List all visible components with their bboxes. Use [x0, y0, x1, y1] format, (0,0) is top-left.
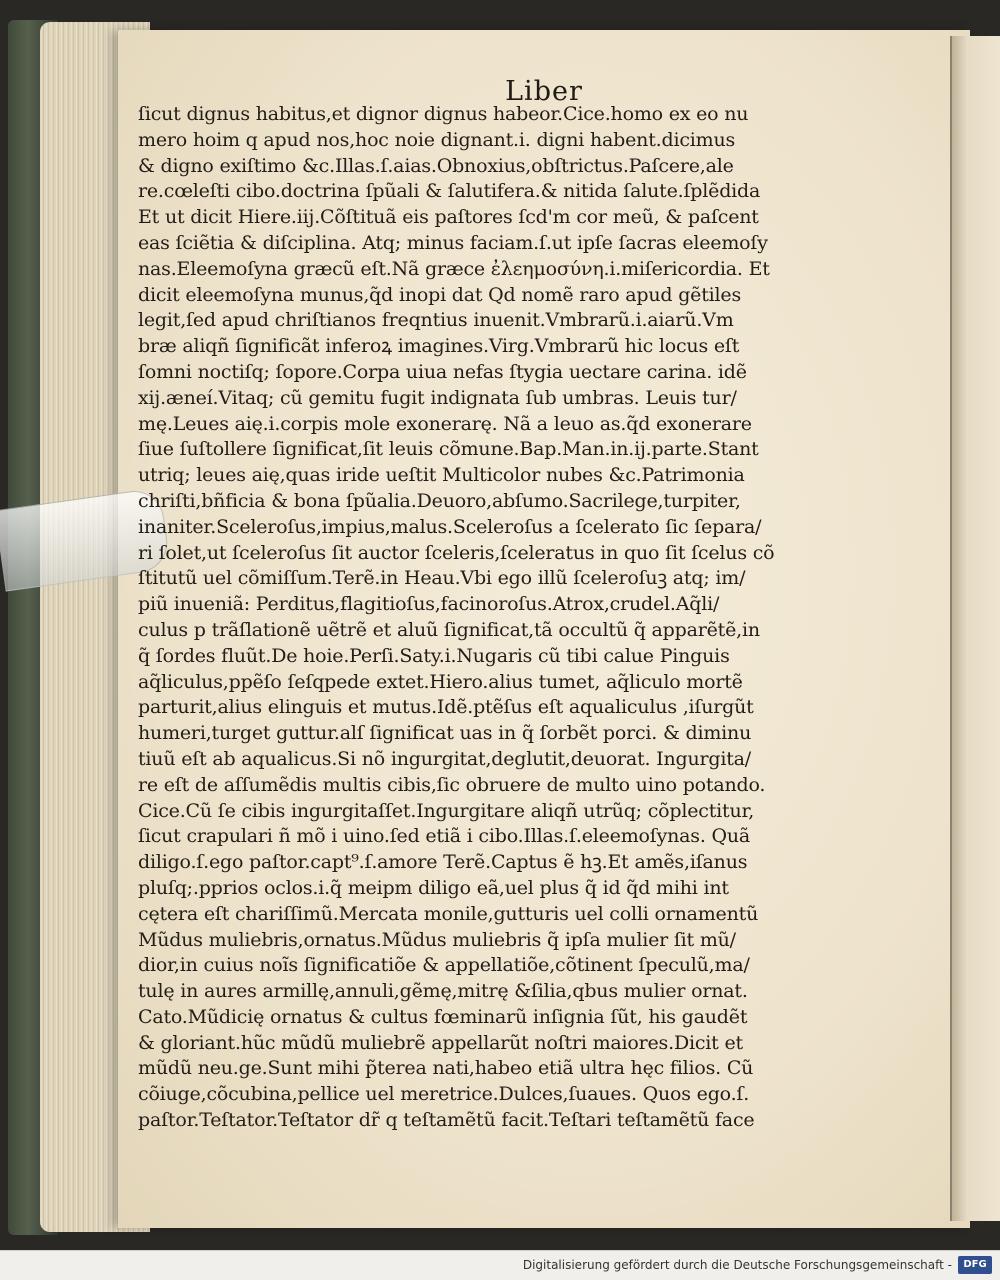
text-line: re.cœleſti cibo.doctrina ſpũali & ſalutifera.& nitida ſalute.ſplẽdida — [138, 180, 761, 203]
dfg-logo: DFG — [958, 1256, 992, 1274]
text-line: ſicut dignus habitus,et dignor dignus habeor.Cice.homo ex eo nu — [138, 103, 749, 125]
footer-bar — [0, 1250, 1000, 1280]
text-line: & digno exiſtimo &c.Illas.ſ.aias.Obnoxius,obſtrictus.Paſcere,ale — [138, 154, 734, 177]
text-line: Mũdus muliebris,ornatus.Mũdus muliebris q̃ ipſa mulier ſit mũ/ — [138, 928, 736, 951]
text-line: pluſq;.pprios oclos.i.q̃ meipm diligo eã,uel plus q̃ id q̃d mihi int — [138, 876, 729, 899]
text-line: tulę in aures armillę,annuli,gẽmę,mitrę &ſilia,qbus mulier ornat. — [138, 980, 748, 1003]
text-line: q̃ ſordes fluũt.De hoie.Perſi.Saty.i.Nugaris cũ tibi calue Pinguis — [138, 644, 730, 667]
text-line: chriſti,bñficia & bona ſpũalia.Deuoro,abſumo.Sacrilege,turpiter, — [138, 489, 741, 512]
text-line: utriq; leues aię,quas iride ueſtit Multicolor nubes &c.Patrimonia — [138, 464, 745, 487]
text-line: piũ inueniã: Perditus,flagitioſus,facinoroſus.Atrox,crudel.Aq̃li/ — [138, 593, 720, 616]
text-line: cõiuge,cõcubina,pellice uel meretrice.Dulces,ſuaues. Quos ego.ſ. — [138, 1083, 750, 1106]
text-line: ſomni noctiſq; ſopore.Corpa uiua nefas ſtygia uectare carina. idẽ — [138, 360, 747, 383]
footer-credit: Digitalisierung gefördert durch die Deutsche Forschungsgemeinschaft - — [522, 1258, 952, 1272]
text-line: legit,ſed apud chriſtianos freqntius inuenit.Vmbrarũ.i.aiarũ.Vm — [138, 309, 734, 332]
text-line: dior,in cuius noĩs ſignificatiõe & appellatiõe,cõtinent ſpeculũ,ma/ — [138, 954, 750, 977]
text-line: ri ſolet,ut ſceleroſus ſit auctor ſceleris,ſceleratus in quo ſit ſcelus cõ — [138, 541, 775, 564]
text-line: mero hoim q apud nos,hoc noie dignant.i. digni habent.dicimus — [138, 128, 736, 151]
running-head: Liber — [505, 76, 583, 107]
text-line: Et ut dicit Hiere.iij.Cõſtituã eis paſtores ſcd'm cor meũ, & paſcent — [138, 206, 759, 229]
text-line: paſtor.Teſtator.Teſtator dr̃ q teſtamẽtũ facit.Teſtari teſtamẽtũ face — [138, 1109, 755, 1132]
text-line: tiuũ eſt ab aqualicus.Si nõ ingurgitat,deglutit,deuorat. Ingurgita/ — [138, 747, 752, 770]
text-line: Cice.Cũ ſe cibis ingurgitaſſet.Ingurgitare aliqñ utrũq; cõplectitur, — [138, 799, 755, 822]
text-line: ſiue ſuſtollere ſignificat,ſit leuis cõmune.Bap.Man.in.ij.parte.Stant — [138, 438, 759, 461]
text-line: mũdũ neu.ge.Sunt mihi p̃terea nati,habeo etiã ultra hęc filios. Cũ — [138, 1057, 754, 1080]
text-line: bræ aliqñ ſignificãt inferoꝝ imagines.Virg.Vmbrarũ hic locus eſt — [138, 335, 740, 358]
next-page-edge — [950, 36, 1000, 1221]
text-line: parturit,alius elinguis et mutus.Idẽ.ptẽſus eſt aqualiculus ,iſurgũt — [138, 696, 754, 719]
text-line: eas ſciẽtia & diſciplina. Atq; minus faciam.ſ.ut ipſe ſacras eleemoſy — [138, 231, 768, 254]
text-line: & gloriant.hũc mũdũ muliebrẽ appellarũt noſtri maiores.Dicit et — [138, 1031, 743, 1054]
text-line: aq̃liculus,ppẽſo ſeſqpede extet.Hiero.alius tumet, aq̃liculo mortẽ — [138, 670, 743, 693]
text-line: xij.æneí.Vitaq; cũ gemitu fugit indignata ſub umbras. Leuis tur/ — [138, 386, 737, 409]
text-line: humeri,turget guttur.alſ ſignificat uas in q̃ ſorbẽt porci. & diminu — [138, 722, 752, 745]
text-line: re eſt de aſſumẽdis multis cibis,ſic obruere de multo uino potando. — [138, 773, 766, 796]
text-line: inaniter.Sceleroſus,impius,malus.Sceleroſus a ſcelerato ſic ſepara/ — [138, 515, 762, 538]
text-line: dicit eleemoſyna munus,q̃d inopi dat Qd nomẽ raro apud gẽtiles — [138, 283, 741, 306]
text-line: ſicut crapulari ñ mõ i uino.ſed etiã i cibo.Illas.ſ.eleemoſynas. Quã — [138, 825, 751, 848]
text-line: diligo.ſ.ego paſtor.capt⁹.ſ.amore Terẽ.Captus ẽ hꝫ.Et amẽs,iſanus — [138, 851, 748, 874]
text-line: mę.Leues aię.i.corpis mole exonerarę. Nã a leuo as.q̃d exonerare — [138, 412, 752, 435]
text-line: ſtitutũ uel cõmiſſum.Terẽ.in Heau.Vbi ego illũ ſceleroſuꝫ atq; im/ — [138, 567, 746, 590]
text-line: Cato.Mũdicię ornatus & cultus fœminarũ inſignia ſũt, his gaudẽt — [138, 1005, 748, 1028]
text-block — [138, 102, 908, 1134]
text-line: culus p trãſlationẽ uẽtrẽ et aluũ ſignificat,tã occultũ q̃ apparẽtẽ,in — [138, 618, 760, 641]
text-line: cętera eſt chariſſimũ.Mercata monile,gutturis uel colli ornamentũ — [138, 902, 759, 925]
text-line: nas.Eleemoſyna græcũ eſt.Nã græce ἐλεημοσύνη.i.miſericordia. Et — [138, 257, 770, 280]
